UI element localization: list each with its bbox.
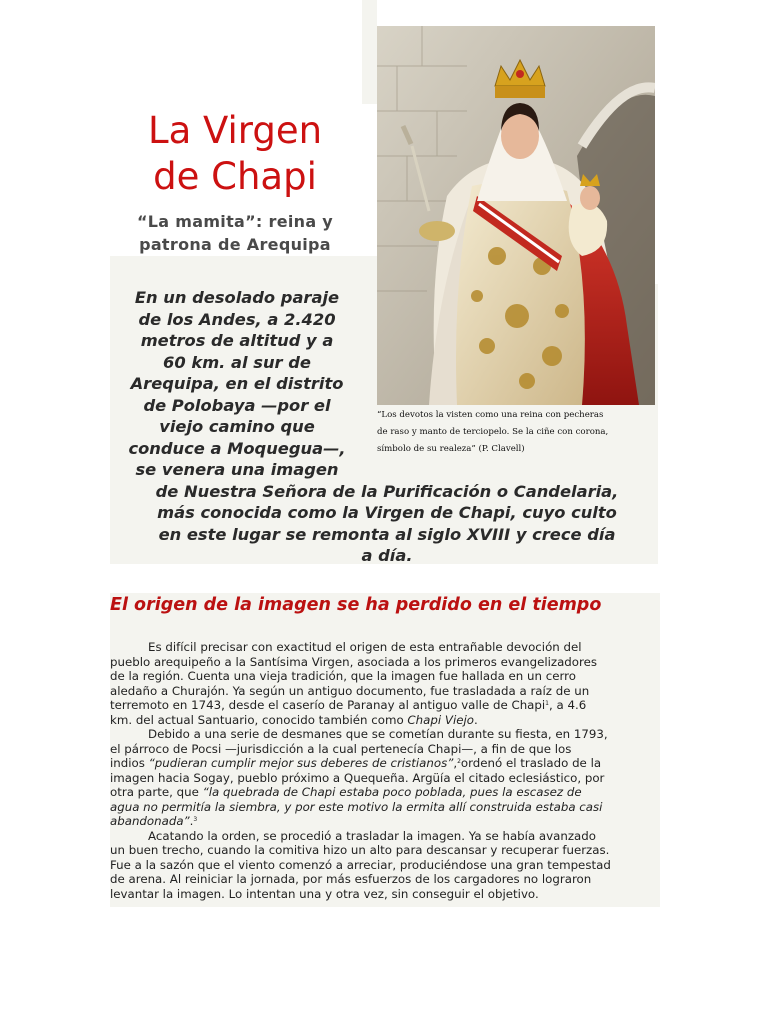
body-italic-text: Chapi Viejo xyxy=(407,712,474,727)
caption-line-1: “Los devotos la visten como una reina con pecheras xyxy=(377,410,604,420)
intro-line: 60 km. al sur de xyxy=(163,352,311,372)
footnote-ref-3[interactable]: 3 xyxy=(193,816,198,823)
body-line: pueblo arequipeño a la Santísima Virgen, asociada a los primeros evangelizadores xyxy=(110,654,598,669)
intro-line: se venera una imagen xyxy=(135,460,339,479)
subtitle-line-2: patrona de Arequipa xyxy=(139,235,331,254)
body-line: Es difícil precisar con exactitud el origen de esta entrañable devoción del xyxy=(148,640,582,654)
body-text: terremoto en 1743, desde el caserío de Paranay al antiguo valle de Chapi xyxy=(110,698,546,712)
intro-line: a día. xyxy=(361,546,413,565)
caption-line-2: de raso y manto de terciopelo. Se la ciñe con corona, xyxy=(377,427,609,437)
subtitle-panel-background xyxy=(110,256,377,284)
body-line: Acatando la orden, se procedió a trasladar la imagen. Ya se había avanzado xyxy=(148,828,596,843)
body-line: Debido a una serie de desmanes que se cometían durante su fiesta, en 1793, xyxy=(148,727,608,741)
body-quote: “la quebrada de Chapi estaba poco poblada, pues la escasez de xyxy=(202,785,582,799)
body-line: indios “pudieran cumplir mejor sus deberes de cristianos”,$^2$ordenó el traslado de la xyxy=(110,756,602,770)
footnote-ref-1[interactable]: 1 xyxy=(545,700,549,707)
body-line xyxy=(110,785,660,800)
intro-line: Arequipa, en el distrito xyxy=(130,374,344,393)
body-text: ordenó el traslado de la xyxy=(460,756,602,770)
page-subtitle xyxy=(110,210,360,256)
article-body xyxy=(110,640,660,901)
title-panel-background xyxy=(362,0,377,104)
body-line: de arena. Al reiniciar la jornada, por más esfuerzos de los cargadores no lograron xyxy=(110,872,592,886)
body-line: levantar la imagen. Lo intentan una y otra vez, sin conseguir el objetivo. xyxy=(110,886,539,901)
body-quote: abandonada” xyxy=(110,814,190,828)
intro-line: En un desolado paraje xyxy=(134,288,340,307)
body-line xyxy=(110,800,660,815)
intro-line: de Nuestra Señora de la Purificación o Candelaria, xyxy=(155,481,619,501)
intro-line: metros de altitud y a xyxy=(140,331,334,350)
title-line-1: La Virgen xyxy=(147,109,323,152)
intro-line: conduce a Moquegua—, xyxy=(128,438,346,458)
body-text: otra parte, que xyxy=(110,785,203,799)
body-text: . xyxy=(473,712,478,727)
body-quote: “pudieran cumplir mejor sus deberes de cristianos” xyxy=(148,756,454,770)
body-line xyxy=(110,713,660,728)
caption-line-3: símbolo de su realeza” (P. Clavell) xyxy=(377,444,525,454)
body-line xyxy=(110,698,660,713)
body-line: de la región. Cuenta una vieja tradición, que la imagen fue hallada en un cerro xyxy=(110,669,576,683)
body-text: . xyxy=(189,814,194,828)
section-heading: El origen de la imagen se ha perdido en el tiempo xyxy=(110,595,602,615)
body-line: Fue a la sazón que el viento comenzó a arreciar, produciéndose una gran tempestad xyxy=(110,857,611,872)
title-line-2: de Chapi xyxy=(153,155,317,198)
body-text: indios xyxy=(110,756,149,770)
page-title xyxy=(110,108,360,200)
body-line: el párroco de Pocsi —jurisdicción a la cual pertenecía Chapi—, a fin de que los xyxy=(110,741,572,756)
body-line xyxy=(110,814,660,829)
intro-line: viejo camino que xyxy=(159,417,315,436)
body-text: , a 4.6 xyxy=(549,698,587,712)
intro-line: en este lugar se remonta al siglo XVIII y crece día xyxy=(158,524,616,544)
intro-line: más conocida como la Virgen de Chapi, cuyo culto xyxy=(157,503,617,522)
body-line: un buen trecho, cuando la comitiva hizo un alto para descansar y recuperar fuerzas. xyxy=(110,843,610,857)
intro-paragraph xyxy=(112,287,662,567)
intro-line: de los Andes, a 2.420 xyxy=(138,309,336,329)
footnote-ref-2[interactable]: 2 xyxy=(457,758,461,765)
subtitle-line-1: “La mamita”: reina y xyxy=(136,212,334,231)
body-line: imagen hacia Sogay, pueblo próximo a Quequeña. Argüía el citado eclesiástico, por xyxy=(110,770,605,785)
body-line: aledaño a Churajón. Ya según un antiguo documento, fue trasladada a raíz de un xyxy=(110,683,590,698)
body-text: km. del actual Santuario, conocido también como xyxy=(110,712,408,727)
intro-line: de Polobaya —por el xyxy=(143,395,331,415)
body-quote: agua no permitía la siembra, y por este motivo la ermita allí construida estaba casi xyxy=(110,799,603,814)
